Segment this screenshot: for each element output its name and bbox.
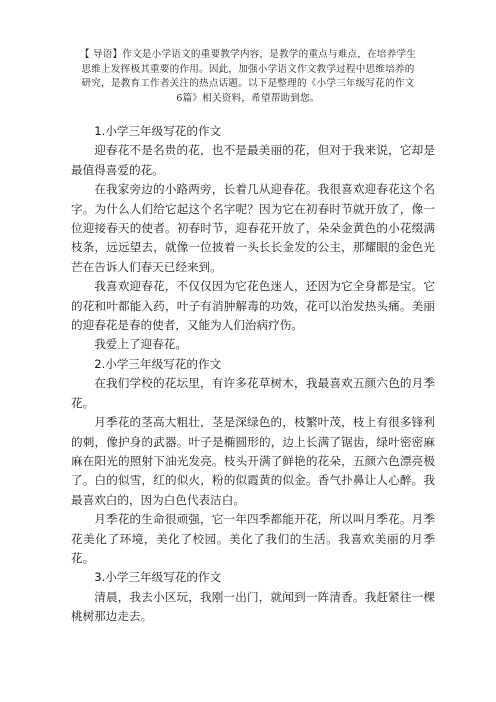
intro-summary [70,48,426,106]
essay-2-paragraph: 在我们学校的花坛里，有许多花草树木，我最喜欢五颜六色的月季花。 [71,376,435,410]
essay-1-paragraph: 我爱上了迎春花。 [94,337,187,352]
intro-line: 【 导语】作文是小学语文的重要教学内容，是教学的重点与难点，在培养学生 [79,49,417,60]
essay-1-paragraph: 在我家旁边的小路两旁，长着几从迎春花。我很喜欢迎春花这个名字。为什么人们给它起这个名字呢？因为它在初春时节就开放了，像一位迎接春天的使者。初春时节，迎春花开放了，朵朵金黄色的小花缀满枝条，远远望去，就像一位披着一头长长金发的公主，那耀眼的金色光芒在告诉人们春天已经来到。 [71,182,435,274]
essay-3-heading: 3.小学三年级写花的作文 [94,570,222,585]
intro-line: 思维上发挥极其重要的作用。因此，加强小学语文作文教学过程中思维培养的 [81,63,415,75]
essay-3-paragraph: 清晨，我去小区玩，我刚一出门，就闻到一阵清香。我赶紧往一棵桃树那边走去。 [71,589,435,624]
essay-content [71,122,435,627]
essay-2-heading: 2.小学三年级写花的作文 [94,356,222,371]
essay-1-heading: 1.小学三年级写花的作文 [94,124,222,138]
intro-line: 6篇》相关资料，希望帮助到您。 [176,92,320,104]
essay-1-paragraph: 迎春花不是名贵的花，也不是最美丽的花，但对于我来说，它却是最值得喜爱的花。 [71,143,435,177]
essay-2-paragraph: 月季花的生命很顽强，它一年四季都能开花，所以叫月季花。月季花美化了环境，美化了校园。美化了我们的生活。我喜欢美丽的月季花。 [71,512,435,565]
essay-1-paragraph: 我喜欢迎春花，不仅仅因为它花色迷人，还因为它全身都是宝。它的花和叶都能入药，叶子有消肿解毒的功效，花可以治发热头痛。美丽的迎春花是春的使者，又能为人们治病疗伤。 [71,279,435,333]
essay-2-paragraph: 月季花的茎高大粗壮，茎是深绿色的，枝繁叶茂，枝上有很多锋利的刺，像护身的武器。叶子是椭圆形的，边上长满了锯齿，绿叶密密麻麻在阳光的照射下油光发亮。枝头开满了鲜艳的花朵，五颜六色漂亮极了。白的似雪，红的似火，粉的似霞黄的似金。香气扑鼻让人心醉。我最喜欢白的，因为白色代表洁白。 [71,415,435,507]
intro-line: 研究，是教育工作者关注的热点话题。以下是整理的《小学三年级写花的作文 [81,78,415,90]
